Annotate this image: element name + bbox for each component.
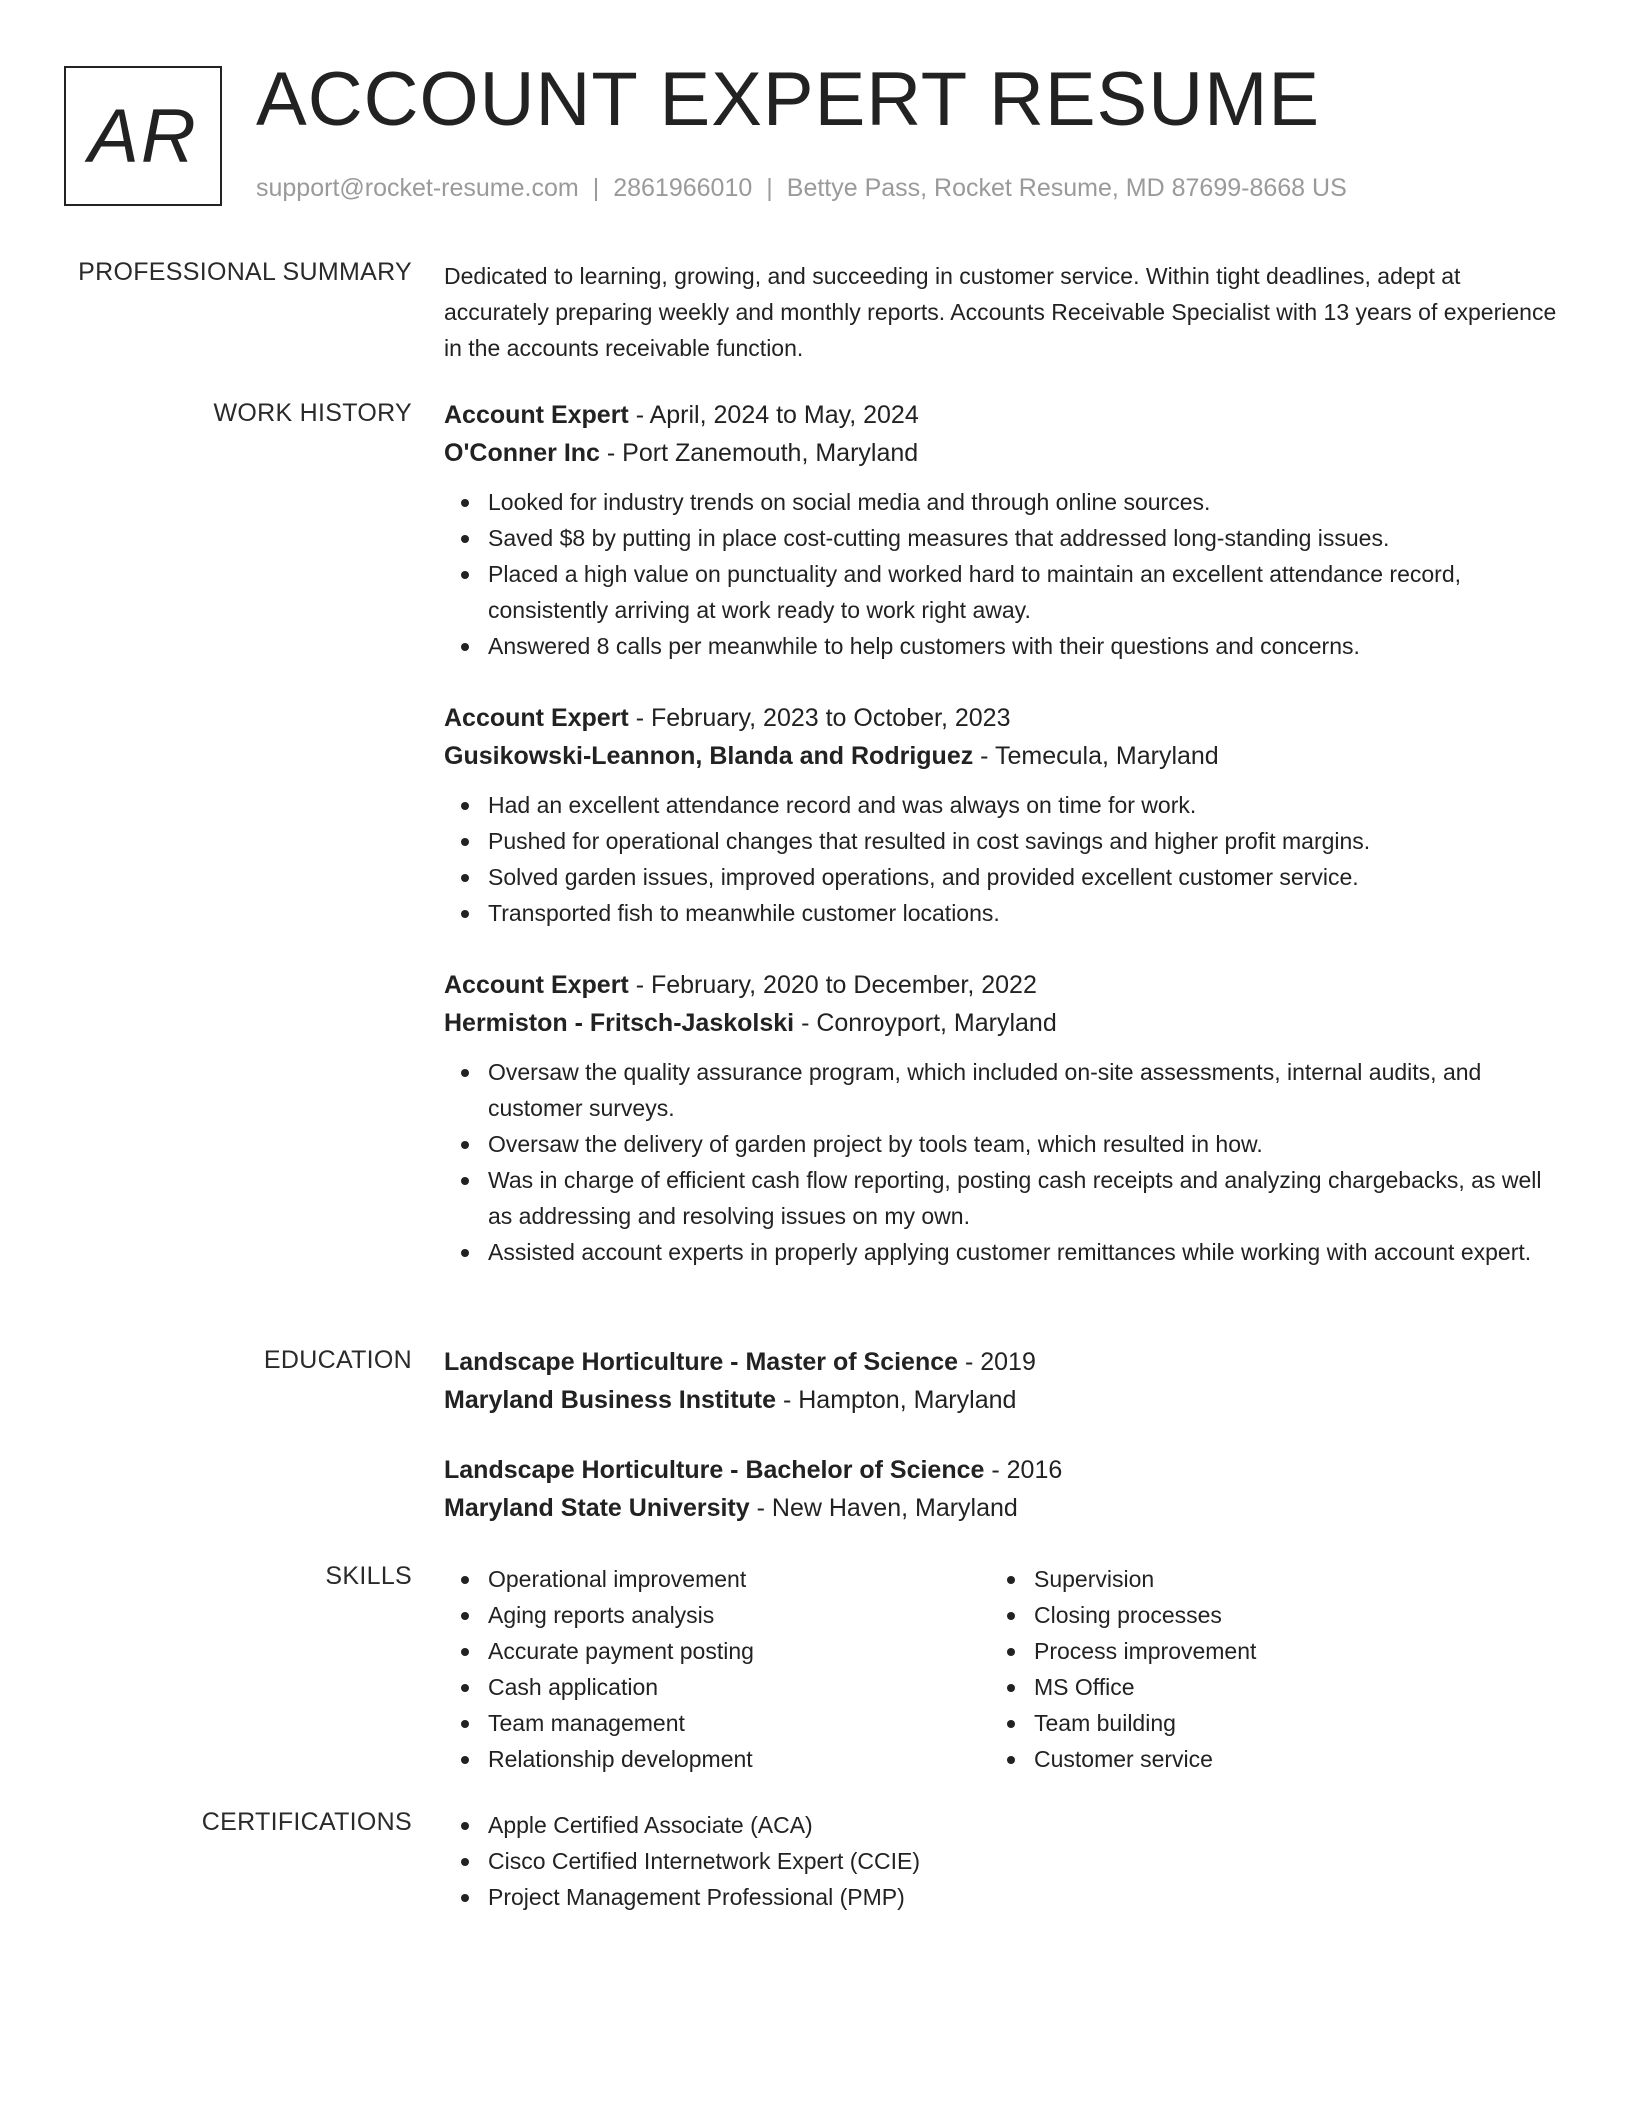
education-degree: Landscape Horticulture - Bachelor of Science xyxy=(444,1456,985,1484)
job-bullets xyxy=(444,787,1560,931)
job-location: - Temecula, Maryland xyxy=(973,742,1219,770)
job-bullet: Transported fish to meanwhile customer locations. xyxy=(488,895,1560,931)
job-dates: - February, 2023 to October, 2023 xyxy=(628,704,1011,732)
job-bullet: Saved $8 by putting in place cost-cutting measures that addressed long-standing issues. xyxy=(488,520,1560,556)
job-location: - Port Zanemouth, Maryland xyxy=(599,439,919,467)
education-school: Maryland Business Institute xyxy=(444,1386,777,1414)
section-label-skills: SKILLS xyxy=(325,1562,412,1590)
education-school-line xyxy=(444,1381,1560,1419)
skills-column-right xyxy=(990,1561,1536,1777)
skill-item: Supervision xyxy=(1034,1561,1536,1597)
contact-email: support@rocket-resume.com xyxy=(256,174,579,202)
education-school: Maryland State University xyxy=(444,1494,750,1522)
job-dates: - February, 2020 to December, 2022 xyxy=(628,971,1037,999)
job-location: - Conroyport, Maryland xyxy=(794,1009,1057,1037)
job-company-line xyxy=(444,1004,1560,1042)
skill-item: Closing processes xyxy=(1034,1597,1536,1633)
certifications-list xyxy=(444,1807,1560,1915)
job-bullet: Oversaw the quality assurance program, which included on-site assessments, internal audits, and customer surveys. xyxy=(488,1054,1560,1126)
job-entry xyxy=(444,699,1560,931)
education-year: - 2019 xyxy=(958,1348,1036,1376)
job-bullet: Looked for industry trends on social media and through online sources. xyxy=(488,484,1560,520)
contact-separator: | xyxy=(766,174,773,202)
section-label-education: EDUCATION xyxy=(263,1346,412,1374)
job-title: Account Expert xyxy=(444,401,629,429)
job-company-line xyxy=(444,434,1560,472)
monogram-box xyxy=(64,66,222,206)
job-bullet: Assisted account experts in properly applying customer remittances while working with account expert. xyxy=(488,1234,1560,1270)
skill-item: Accurate payment posting xyxy=(488,1633,990,1669)
job-bullets xyxy=(444,484,1560,664)
job-company: O'Conner Inc xyxy=(444,439,600,467)
job-title-line xyxy=(444,966,1560,1004)
job-company-line xyxy=(444,737,1560,775)
summary-text: Dedicated to learning, growing, and succeeding in customer service. Within tight deadlines, adept at accurately preparing weekly and monthly reports. Accounts Receivable Specialist with 13 years of experience in the accounts receivable function. xyxy=(444,263,1557,361)
section-label-work: WORK HISTORY xyxy=(213,399,412,427)
section-label-summary: PROFESSIONAL SUMMARY xyxy=(78,258,412,286)
job-entry xyxy=(444,966,1560,1270)
skill-item: Customer service xyxy=(1034,1741,1536,1777)
education-location: - New Haven, Maryland xyxy=(749,1494,1018,1522)
skill-item: Team building xyxy=(1034,1705,1536,1741)
job-dates: - April, 2024 to May, 2024 xyxy=(628,401,919,429)
certification-item: Apple Certified Associate (ACA) xyxy=(488,1807,1560,1843)
job-title: Account Expert xyxy=(444,704,629,732)
job-company: Gusikowski-Leannon, Blanda and Rodriguez xyxy=(444,742,974,770)
section-summary xyxy=(444,258,1560,366)
skill-item: MS Office xyxy=(1034,1669,1536,1705)
certification-item: Cisco Certified Internetwork Expert (CCIE) xyxy=(488,1843,1560,1879)
job-bullet: Was in charge of efficient cash flow reporting, posting cash receipts and analyzing chargebacks, as well as addressing and resolving issues on my own. xyxy=(488,1162,1560,1234)
skills-columns xyxy=(444,1561,1560,1777)
job-bullet: Pushed for operational changes that resulted in cost savings and higher profit margins. xyxy=(488,823,1560,859)
job-bullet: Oversaw the delivery of garden project by tools team, which resulted in how. xyxy=(488,1126,1560,1162)
job-bullet: Placed a high value on punctuality and worked hard to maintain an excellent attendance record, consistently arriving at work ready to work right away. xyxy=(488,556,1560,628)
skill-item: Team management xyxy=(488,1705,990,1741)
education-entry xyxy=(444,1343,1560,1419)
skills-column-left xyxy=(444,1561,990,1777)
job-bullet: Answered 8 calls per meanwhile to help customers with their questions and concerns. xyxy=(488,628,1560,664)
skill-item: Aging reports analysis xyxy=(488,1597,990,1633)
contact-address: Bettye Pass, Rocket Resume, MD 87699-8668 US xyxy=(786,174,1347,202)
job-title-line xyxy=(444,699,1560,737)
education-entry xyxy=(444,1451,1560,1527)
skill-item: Cash application xyxy=(488,1669,990,1705)
job-company: Hermiston - Fritsch-Jaskolski xyxy=(444,1009,795,1037)
education-year: - 2016 xyxy=(984,1456,1063,1484)
certification-item: Project Management Professional (PMP) xyxy=(488,1879,1560,1915)
job-bullets xyxy=(444,1054,1560,1270)
skill-item: Operational improvement xyxy=(488,1561,990,1597)
skills-list xyxy=(444,1561,1560,1777)
job-title-line xyxy=(444,396,1560,434)
contact-separator: | xyxy=(592,174,600,202)
job-bullet: Solved garden issues, improved operations, and provided excellent customer service. xyxy=(488,859,1560,895)
contact-line xyxy=(256,174,1347,203)
job-entry xyxy=(444,396,1560,664)
skill-item: Relationship development xyxy=(488,1741,990,1777)
resume-title: ACCOUNT EXPERT RESUME xyxy=(256,57,1321,142)
education-degree-line xyxy=(444,1343,1560,1381)
education-school-line xyxy=(444,1489,1560,1527)
monogram-initials: AR xyxy=(88,93,198,179)
skill-item: Process improvement xyxy=(1034,1633,1536,1669)
job-title: Account Expert xyxy=(444,971,629,999)
section-label-certifications: CERTIFICATIONS xyxy=(201,1808,412,1836)
education-degree-line xyxy=(444,1451,1560,1489)
education-degree: Landscape Horticulture - Master of Science xyxy=(444,1348,959,1376)
job-bullet: Had an excellent attendance record and was always on time for work. xyxy=(488,787,1560,823)
certification-bullets xyxy=(444,1807,1560,1915)
education-location: - Hampton, Maryland xyxy=(776,1386,1017,1414)
contact-phone: 2861966010 xyxy=(613,174,753,202)
